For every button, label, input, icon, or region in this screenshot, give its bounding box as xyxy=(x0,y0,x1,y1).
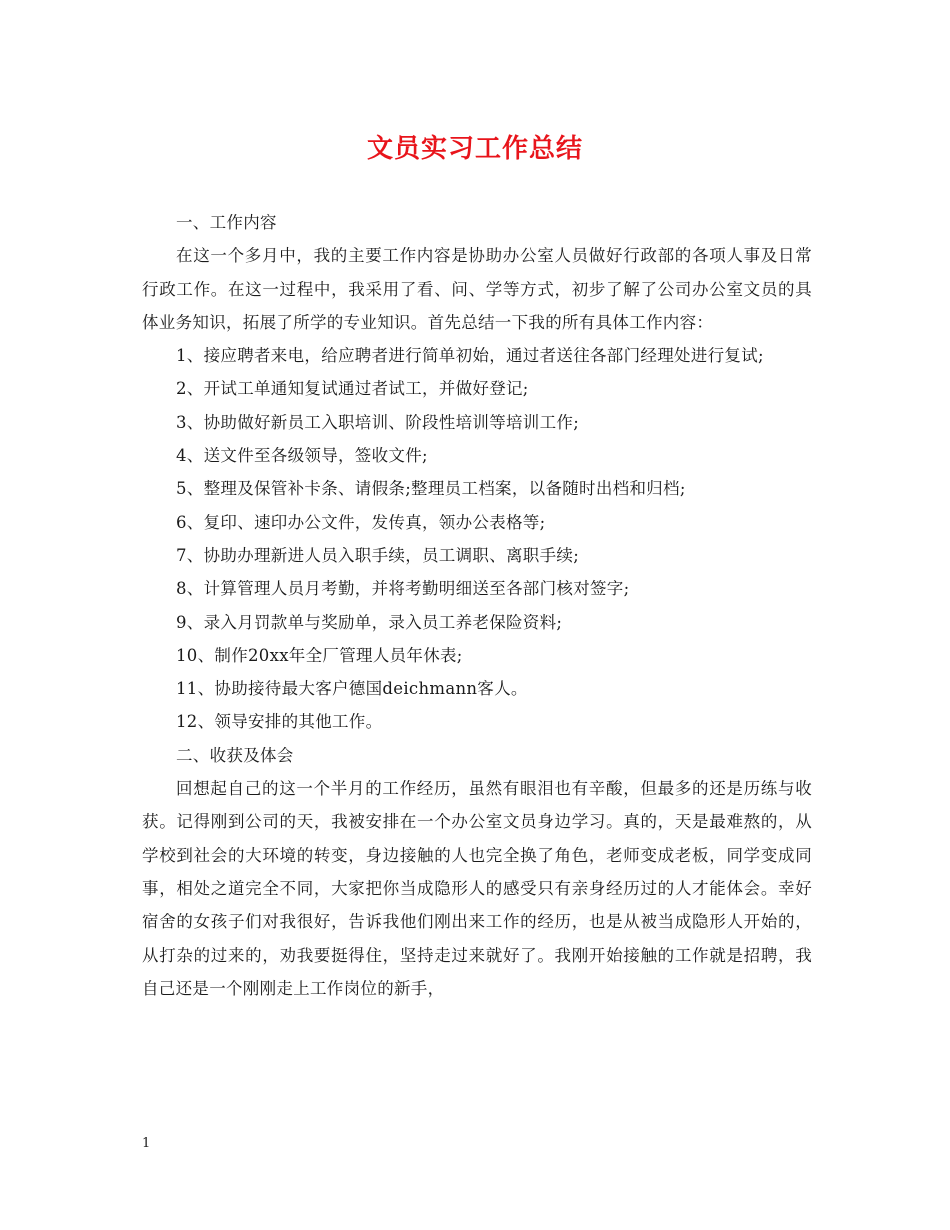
section-heading-work-content: 一、工作内容 xyxy=(176,213,277,232)
page-number: 1 xyxy=(142,1136,151,1151)
list-item-5: 5、整理及保管补卡条、请假条;整理员工档案，以备随时出档和归档; xyxy=(176,479,686,499)
list-item-6: 6、复印、速印办公文件，发传真，领办公表格等; xyxy=(176,512,546,532)
list-item-11: 11、协助接待最大客户德国deichmann客人。 xyxy=(176,679,528,699)
paragraph-reflection: 回想起自己的这一个半月的工作经历，虽然有眼泪也有辛酸，但最多的还是历练与收获。记得刚到公司的天，我被安排在一个办公室文员身边学习。真的，天是最难熬的，从学校到社会的大环境的转变，身边接触的人也完全换了角色，老师变成老板，同学变成同事，相处之道完全不同，大家把你当成隐形人的感受只有亲身经历过的人才能体会。幸好宿舍的女孩子们对我很好，告诉我他们刚出来工作的经历，也是从被当成隐形人开始的，从打杂的过来的，劝我要挺得住，坚持走过来就好了。我刚开始接触的工作就是招聘，我自己还是一个刚刚走上工作岗位的新手， xyxy=(142,779,812,998)
list-item-12: 12、领导安排的其他工作。 xyxy=(176,712,383,732)
paragraph-intro: 在这一个多月中，我的主要工作内容是协助办公室人员做好行政部的各项人事及日常行政工作。在这一过程中，我采用了看、问、学等方式，初步了解了公司办公室文员的具体业务知识，拓展了所学的专业知识。首先总结一下我的所有具体工作内容： xyxy=(142,246,812,332)
list-item-9: 9、录入月罚款单与奖励单，录入员工养老保险资料; xyxy=(176,612,563,632)
list-item-8: 8、计算管理人员月考勤，并将考勤明细送至各部门核对签字; xyxy=(176,579,630,599)
list-item-7: 7、协助办理新进人员入职手续，员工调职、离职手续; xyxy=(176,545,580,565)
document-title: 文员实习工作总结 xyxy=(366,134,583,164)
list-item-3: 3、协助做好新员工入职培训、阶段性培训等培训工作; xyxy=(176,412,580,432)
document-body xyxy=(142,206,812,1005)
list-item-2: 2、开试工单通知复试通过者试工，并做好登记; xyxy=(176,379,529,399)
list-item-4: 4、送文件至各级领导，签收文件; xyxy=(176,446,428,466)
list-item-10: 10、制作20xx年全厂管理人员年休表; xyxy=(176,645,463,665)
section-heading-gains: 二、收获及体会 xyxy=(176,745,294,765)
list-item-1: 1、接应聘者来电，给应聘者进行简单初始，通过者送往各部门经理处进行复试; xyxy=(176,346,764,366)
